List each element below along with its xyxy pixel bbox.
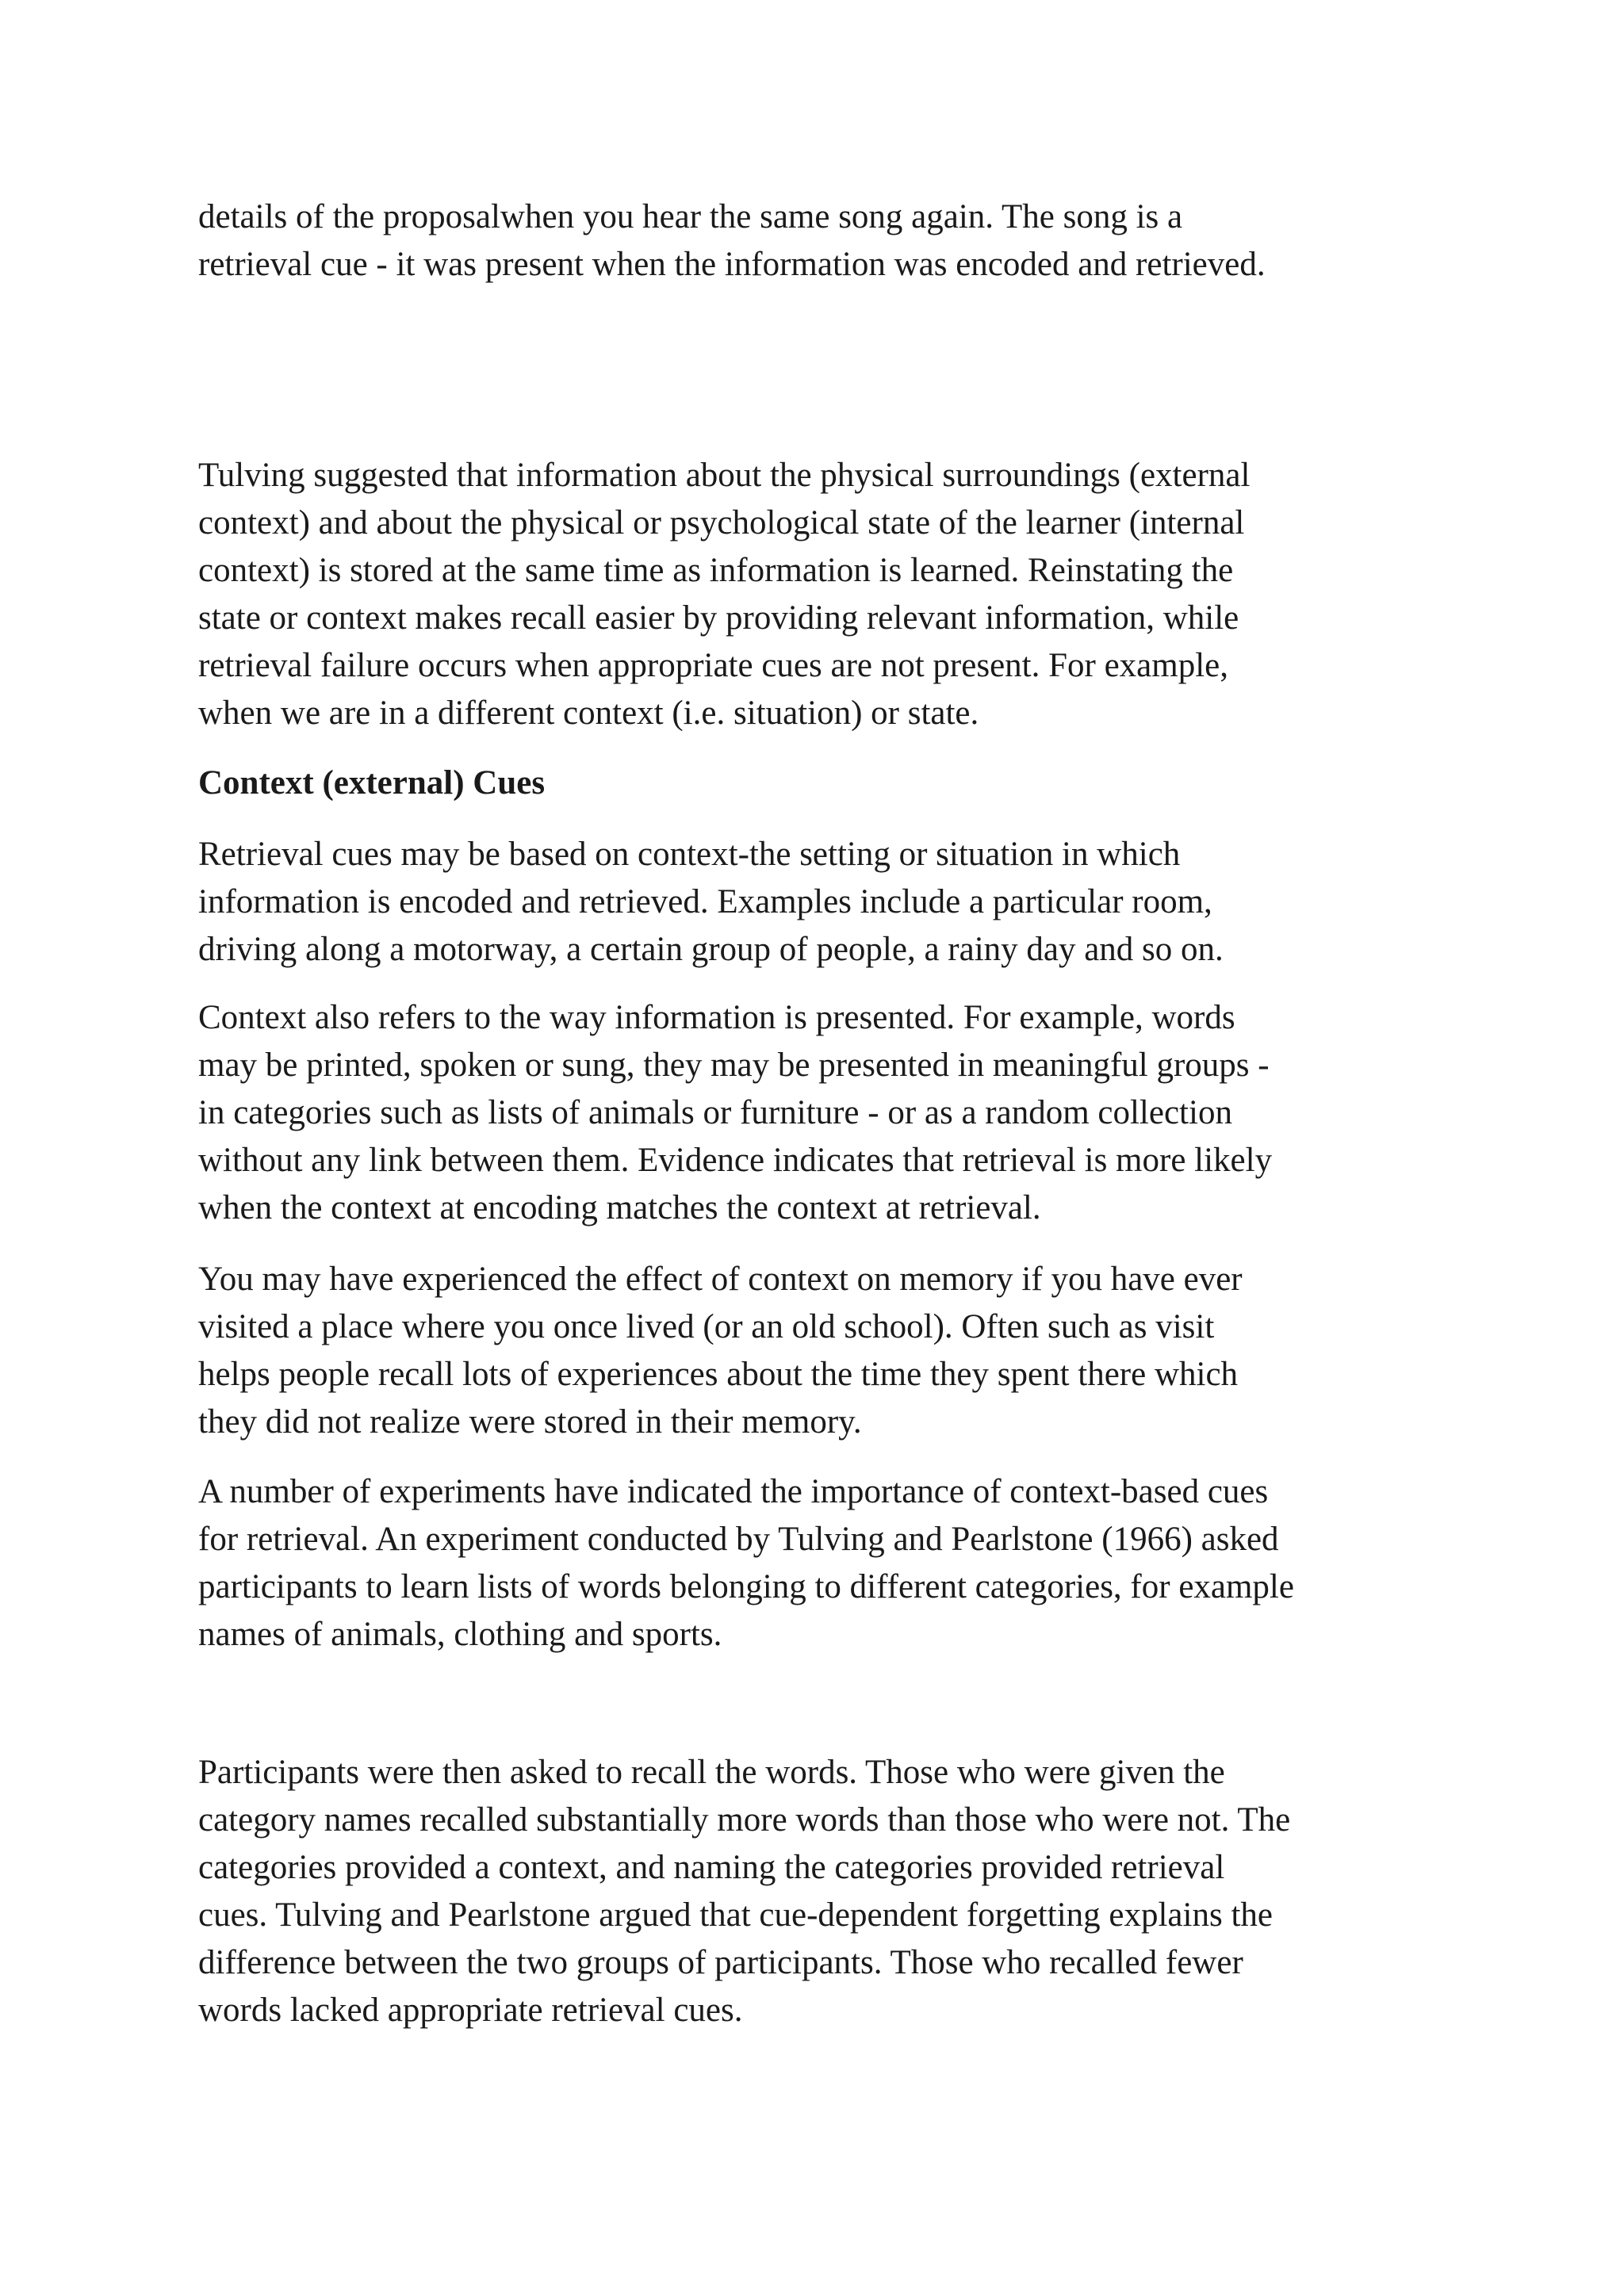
text-line: when we are in a different context (i.e. situation) or state.: [198, 695, 979, 732]
text-line: names of animals, clothing and sports.: [198, 1616, 722, 1653]
text-line: category names recalled substantially more words than those who were not. The: [198, 1801, 1291, 1839]
text-line: difference between the two groups of participants. Those who recalled fewer: [198, 1944, 1243, 1981]
text-line: details of the proposalwhen you hear the same song again. The song is a: [198, 198, 1183, 235]
text-line: visited a place where you once lived (or an old school). Often such as visit: [198, 1308, 1215, 1345]
text-line: information is encoded and retrieved. Examples include a particular room,: [198, 883, 1212, 920]
text-line: when the context at encoding matches the context at retrieval.: [198, 1189, 1041, 1226]
heading-text: Context (external) Cues: [198, 764, 546, 802]
text-line: retrieval failure occurs when appropriate cues are not present. For example,: [198, 647, 1228, 684]
text-line: may be printed, spoken or sung, they may be presented in meaningful groups -: [198, 1047, 1270, 1084]
text-line: state or context makes recall easier by providing relevant information, while: [198, 599, 1239, 637]
text-line: A number of experiments have indicated the importance of context-based cues: [198, 1473, 1269, 1510]
text-line: context) is stored at the same time as information is learned. Reinstating the: [198, 552, 1234, 589]
text-line: cues. Tulving and Pearlstone argued that cue-dependent forgetting explains the: [198, 1896, 1273, 1934]
paragraph-tulving-context: [198, 452, 1451, 737]
paragraph-context-memory: [198, 1256, 1451, 1446]
text-line: You may have experienced the effect of context on memory if you have ever: [198, 1261, 1243, 1298]
text-line: without any link between them. Evidence indicates that retrieval is more likely: [198, 1142, 1273, 1179]
section-heading: [198, 760, 1451, 807]
text-line: words lacked appropriate retrieval cues.: [198, 1992, 743, 2029]
paragraph-experiments: [198, 1468, 1451, 1659]
text-line: context) and about the physical or psychological state of the learner (internal: [198, 504, 1245, 541]
text-line: retrieval cue - it was present when the information was encoded and retrieved.: [198, 246, 1266, 283]
text-line: helps people recall lots of experiences about the time they spent there which: [198, 1356, 1239, 1393]
paragraph-participants-recall: [198, 1749, 1451, 2034]
text-line: Context also refers to the way information is presented. For example, words: [198, 999, 1235, 1036]
text-line: they did not realize were stored in their memory.: [198, 1403, 862, 1441]
paragraph-context-presentation: [198, 994, 1451, 1232]
text-line: driving along a motorway, a certain group of people, a rainy day and so on.: [198, 931, 1224, 968]
text-line: for retrieval. An experiment conducted by Tulving and Pearlstone (1966) asked: [198, 1521, 1279, 1558]
text-line: in categories such as lists of animals or furniture - or as a random collection: [198, 1094, 1232, 1131]
paragraph-song-cue: [198, 193, 1451, 289]
text-line: participants to learn lists of words belonging to different categories, for example: [198, 1568, 1294, 1605]
text-line: Retrieval cues may be based on context-the setting or situation in which: [198, 836, 1181, 873]
text-line: categories provided a context, and naming the categories provided retrieval: [198, 1849, 1225, 1886]
text-line: Participants were then asked to recall the words. Those who were given the: [198, 1754, 1225, 1791]
text-line: Tulving suggested that information about the physical surroundings (external: [198, 457, 1251, 494]
paragraph-retrieval-cues: [198, 831, 1451, 974]
